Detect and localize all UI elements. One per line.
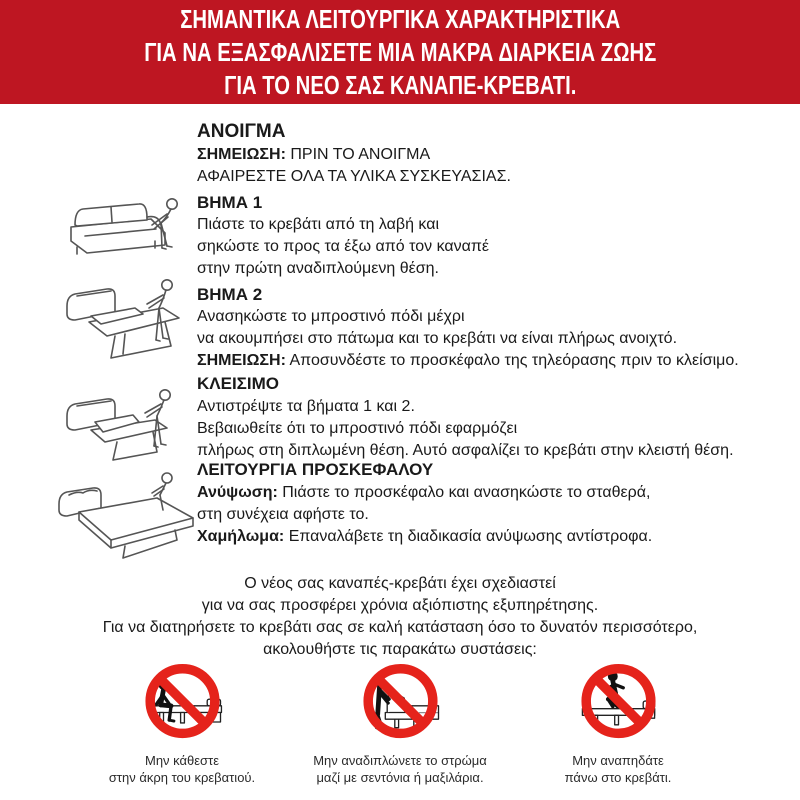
note-label: ΣΗΜΕΙΩΣΗ: [197,352,286,369]
closing-line1: Αντιστρέψτε τα βήματα 1 και 2. [197,398,415,415]
closing-fold-illustration [55,384,195,468]
outro-line4: ακολουθήστε τις παρακάτω συστάσεις: [263,641,537,658]
instructions-column [197,119,793,548]
headrest-open-bed-illustration [45,468,205,563]
closing-note: ΣΗΜΕΙΩΣΗ: Αποσυνδέστε το προσκέφαλο της τηλεόρασης πριν το κλείσιμο. [197,352,739,369]
no-folding-with-bedding-icon [353,658,448,748]
sofa-closed-pull-icon [55,191,195,271]
banner-line-3: ΓΙΑ ΤΟ ΝΕΟ ΣΑΣ ΚΑΝΑΠΕ-ΚΡΕΒΑΤΙ. [223,69,577,100]
step2-unfold-illustration [55,272,195,367]
warnings-row [0,658,800,786]
warning-no-sitting [73,658,291,786]
opening-note-line2: ΑΦΑΙΡΕΣΤΕ ΟΛΑ ΤΑ ΥΛΙΚΑ ΣΥΣΚΕΥΑΣΙΑΣ. [197,168,511,185]
step2-line1: Ανασηκώστε το μπροστινό πόδι μέχρι [197,308,465,325]
sofa-fully-open-icon [45,468,205,563]
note-label: ΣΗΜΕΙΩΣΗ: [197,146,286,163]
outro-line1: Ο νέος σας καναπές-κρεβάτι έχει σχεδιαστεί [244,575,556,592]
closing-title: ΚΛΕΙΣΙΜΟ [197,374,279,393]
care-intro-paragraph [0,573,800,661]
outro-line3: Για να διατηρήσετε το κρεβάτι σας σε καλή κατάσταση όσο το δυνατόν περισσότερο, [102,619,698,636]
headrest-raise-line: Ανύψωση: Πιάστε το προσκέφαλο και ανασηκώστε το σταθερά, [197,484,651,501]
raise-label: Ανύψωση: [197,484,278,501]
title-banner [0,0,800,104]
sofa-folding-back-icon [55,384,195,468]
step2-line2: να ακουμπήσει στο πάτωμα και το κρεβάτι να είναι πλήρως ανοιχτό. [197,330,678,347]
step2-title: ΒΗΜΑ 2 [197,285,263,304]
step1-title: ΒΗΜΑ 1 [197,193,263,212]
opening-note-line1: ΣΗΜΕΙΩΣΗ: ΠΡΙΝ ΤΟ ΑΝΟΙΓΜΑ [197,146,431,163]
opening-title: ΑΝΟΙΓΜΑ [197,121,286,142]
closing-line2: Βεβαιωθείτε ότι το μπροστινό πόδι εφαρμόζει [197,420,518,437]
sofa-half-open-icon [55,272,195,367]
headrest-title: ΛΕΙΤΟΥΡΓΙΑ ΠΡΟΣΚΕΦΑΛΟΥ [197,460,434,479]
lower-label: Χαμήλωμα: [197,528,285,545]
no-sitting-on-edge-icon [135,658,230,748]
outro-line2: για να σας προσφέρει χρόνια αξιόπιστης εξυπηρέτησης. [201,597,599,614]
banner-title [144,3,656,102]
step1-line2: σηκώστε το προς τα έξω από τον καναπέ [197,238,490,255]
warning-caption: Μην αναπηδάτε πάνω στο κρεβάτι. [564,753,672,785]
banner-line-2: ΓΙΑ ΝΑ ΕΞΑΣΦΑΛΙΣΕΤΕ ΜΙΑ ΜΑΚΡΑ ΔΙΑΡΚΕΙΑ ΖΩΗΣ [143,36,657,67]
closing-line3: πλήρως στη διπλωμένη θέση. Αυτό ασφαλίζει το κρεβάτι στην κλειστή θέση. [197,442,734,459]
warning-no-folding-bedding [291,658,509,786]
headrest-raise-line2: στη συνέχεια αφήστε το. [197,506,369,523]
step1-line3: στην πρώτη αναδιπλούμενη θέση. [197,260,439,277]
no-jumping-on-bed-icon [571,658,666,748]
warning-caption: Μην αναδιπλώνετε το στρώμα μαζί με σεντόνια ή μαξιλάρια. [313,753,487,785]
warning-caption: Μην κάθεστε στην άκρη του κρεβατιού. [108,753,256,785]
warning-no-jumping [509,658,727,786]
step1-line1: Πιάστε το κρεβάτι από τη λαβή και [197,216,440,233]
step1-pull-out-illustration [55,191,195,271]
banner-line-1: ΣΗΜΑΝΤΙΚΑ ΛΕΙΤΟΥΡΓΙΚΑ ΧΑΡΑΚΤΗΡΙΣΤΙΚΑ [179,3,621,34]
headrest-lower-line: Χαμήλωμα: Επαναλάβετε τη διαδικασία ανύψωσης αντίστροφα. [197,528,653,545]
